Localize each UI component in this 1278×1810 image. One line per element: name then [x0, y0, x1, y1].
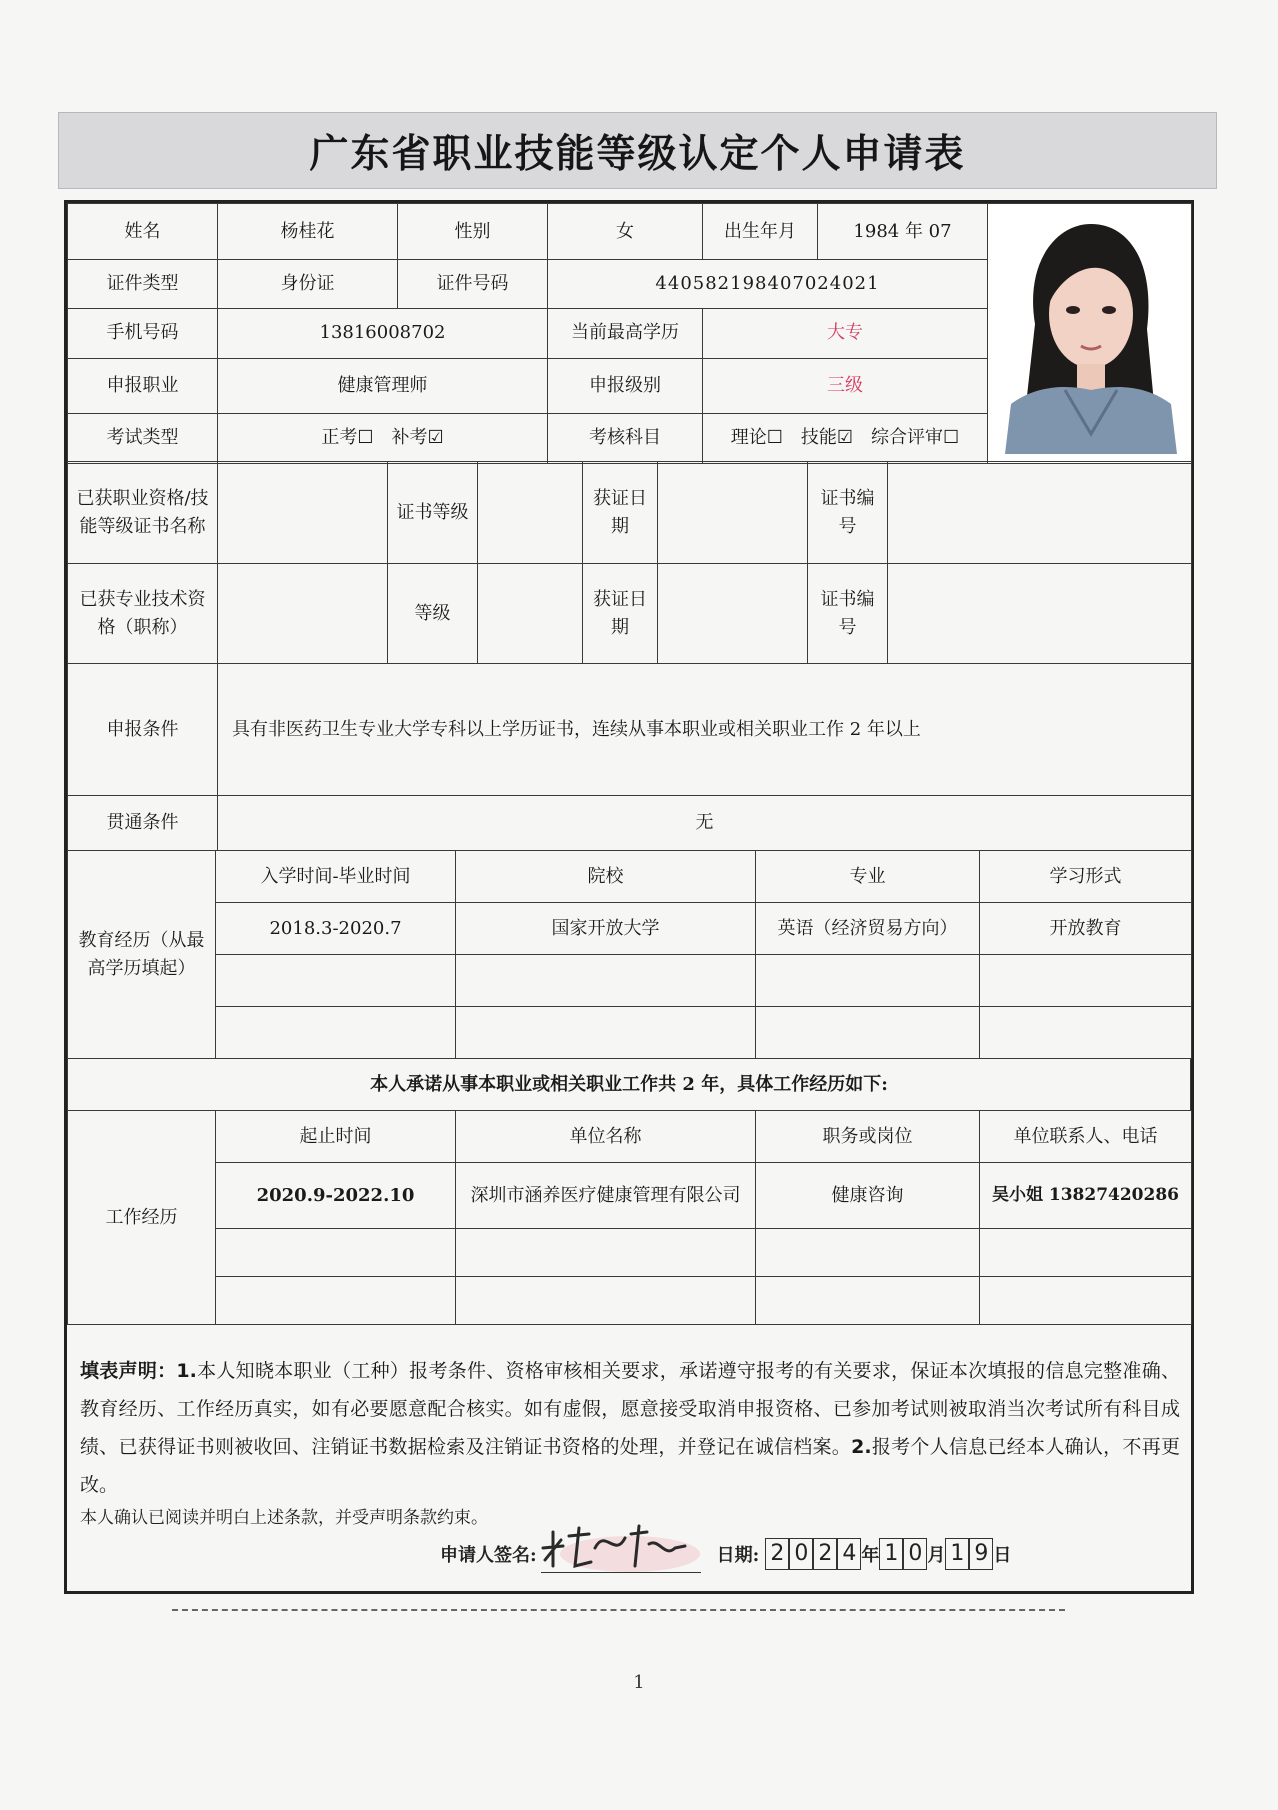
work-row-company: 深圳市涵养医疗健康管理有限公司 [456, 1163, 756, 1229]
prof-level-label: 等级 [388, 564, 478, 664]
year-digit-1: 2 [765, 1538, 789, 1570]
subjects-options: 理论☐ 技能☑ 综合评审☐ [703, 413, 988, 463]
declaration-item1-no: 1. [176, 1360, 197, 1382]
month-digit-1: 1 [879, 1538, 903, 1570]
id-no-label: 证件号码 [398, 260, 548, 308]
prof-level-value [478, 564, 583, 664]
cert-name-value [218, 462, 388, 564]
signature-image [535, 1518, 705, 1578]
occupation-value: 健康管理师 [218, 359, 548, 413]
cert-level-value [478, 462, 583, 564]
subjects-label: 考核科目 [548, 413, 703, 463]
declaration-item1: 本人知晓本职业（工种）报考条件、资格审核相关要求，承诺遵守报考的有关要求，保证本次填报的信息完整准确、教育经历、工作经历真实，如有必要愿意配合核实。如有虚假，愿意接受取消申报资格、已参加考试则被取消当次考试所有科目成绩、已获得证书则被收回、注销证书数据检索及注销证书资格的处理，并登记在诚信档案。 [80, 1360, 1180, 1458]
gender-label: 性别 [398, 204, 548, 260]
year-digit-3: 2 [813, 1538, 837, 1570]
cert-level-label: 证书等级 [388, 462, 478, 564]
name-value: 杨桂花 [218, 204, 398, 260]
work-header-contact: 单位联系人、电话 [980, 1111, 1192, 1163]
through-label: 贯通条件 [68, 796, 218, 851]
edu-header-school: 院校 [456, 851, 756, 903]
certificates-table [67, 461, 1192, 664]
sign-label: 申请人签名: [440, 1545, 537, 1566]
prof-no-value [888, 564, 1192, 664]
education-value: 大专 [703, 308, 988, 358]
edu-row-mode: 开放教育 [980, 903, 1192, 955]
edu-header-mode: 学习形式 [980, 851, 1192, 903]
id-type-label: 证件类型 [68, 260, 218, 308]
gender-value: 女 [548, 204, 703, 260]
declaration-item2: 报考个人信息已经本人确认，不再更改。 [80, 1436, 1180, 1496]
work-header-period: 起止时间 [216, 1111, 456, 1163]
work-row-contact: 吴小姐 13827420286 [980, 1163, 1192, 1229]
day-unit: 日 [993, 1545, 1012, 1566]
declaration-text [80, 1352, 1180, 1504]
day-digit-1: 1 [945, 1538, 969, 1570]
id-photo [988, 204, 1192, 464]
prof-no-label: 证书编号 [808, 564, 888, 664]
form-title: 广东省职业技能等级认定个人申请表 [58, 112, 1217, 189]
prof-date-value [658, 564, 808, 664]
work-history-label: 工作经历 [68, 1111, 216, 1325]
day-digit-2: 9 [969, 1538, 993, 1570]
education-table [67, 850, 1192, 1059]
conditions-table [67, 663, 1192, 851]
edu-header-period: 入学时间-毕业时间 [216, 851, 456, 903]
birth-value: 1984 年 07 [818, 204, 988, 260]
year-digit-2: 0 [789, 1538, 813, 1570]
confirm-text: 本人确认已阅读并明白上述条款，并受声明条款约束。 [80, 1508, 488, 1528]
edu-history-label: 教育经历（从最高学历填起） [68, 851, 216, 1059]
signature-area [541, 1536, 701, 1573]
cert-name-label: 已获职业资格/技能等级证书名称 [68, 462, 218, 564]
level-value: 三级 [703, 359, 988, 413]
exam-type-options: 正考☐ 补考☑ [218, 413, 548, 463]
edu-header-major: 专业 [756, 851, 980, 903]
occupation-label: 申报职业 [68, 359, 218, 413]
prof-title-value [218, 564, 388, 664]
work-promise-table [67, 1058, 1191, 1111]
education-label: 当前最高学历 [548, 308, 703, 358]
edu-row-major: 英语（经济贸易方向） [756, 903, 980, 955]
phone-value: 13816008702 [218, 308, 548, 358]
edu-row-school: 国家开放大学 [456, 903, 756, 955]
conditions-label: 申报条件 [68, 664, 218, 796]
work-header-company: 单位名称 [456, 1111, 756, 1163]
exam-type-label: 考试类型 [68, 413, 218, 463]
portrait-photo [995, 204, 1185, 454]
declaration-item2-no: 2. [851, 1436, 872, 1458]
month-unit: 月 [927, 1545, 946, 1566]
cert-date-value [658, 462, 808, 564]
through-value: 无 [218, 796, 1192, 851]
name-label: 姓名 [68, 204, 218, 260]
level-label: 申报级别 [548, 359, 703, 413]
month-digit-2: 0 [903, 1538, 927, 1570]
year-unit: 年 [861, 1545, 880, 1566]
cert-date-label: 获证日期 [583, 462, 658, 564]
year-digit-4: 4 [837, 1538, 861, 1570]
cut-line [172, 1609, 1065, 1611]
prof-date-label: 获证日期 [583, 564, 658, 664]
edu-row-period: 2018.3-2020.7 [216, 903, 456, 955]
id-type-value: 身份证 [218, 260, 398, 308]
declaration-lead: 填表声明： [80, 1360, 177, 1382]
date-label: 日期: [716, 1545, 760, 1566]
work-promise: 本人承诺从事本职业或相关职业工作共 2 年，具体工作经历如下: [68, 1059, 1191, 1111]
work-header-position: 职务或岗位 [756, 1111, 980, 1163]
id-no-value: 440582198407024021 [548, 260, 988, 308]
personal-info-table [67, 203, 1192, 464]
work-row-period: 2020.9-2022.10 [216, 1163, 456, 1229]
work-table [67, 1110, 1192, 1325]
cert-no-label: 证书编号 [808, 462, 888, 564]
phone-label: 手机号码 [68, 308, 218, 358]
birth-label: 出生年月 [703, 204, 818, 260]
page-number: 1 [633, 1672, 645, 1693]
signature-line [440, 1532, 1011, 1576]
work-row-position: 健康咨询 [756, 1163, 980, 1229]
conditions-value: 具有非医药卫生专业大学专科以上学历证书，连续从事本职业或相关职业工作 2 年以上 [218, 664, 1192, 796]
cert-no-value [888, 462, 1192, 564]
prof-title-label: 已获专业技术资格（职称） [68, 564, 218, 664]
